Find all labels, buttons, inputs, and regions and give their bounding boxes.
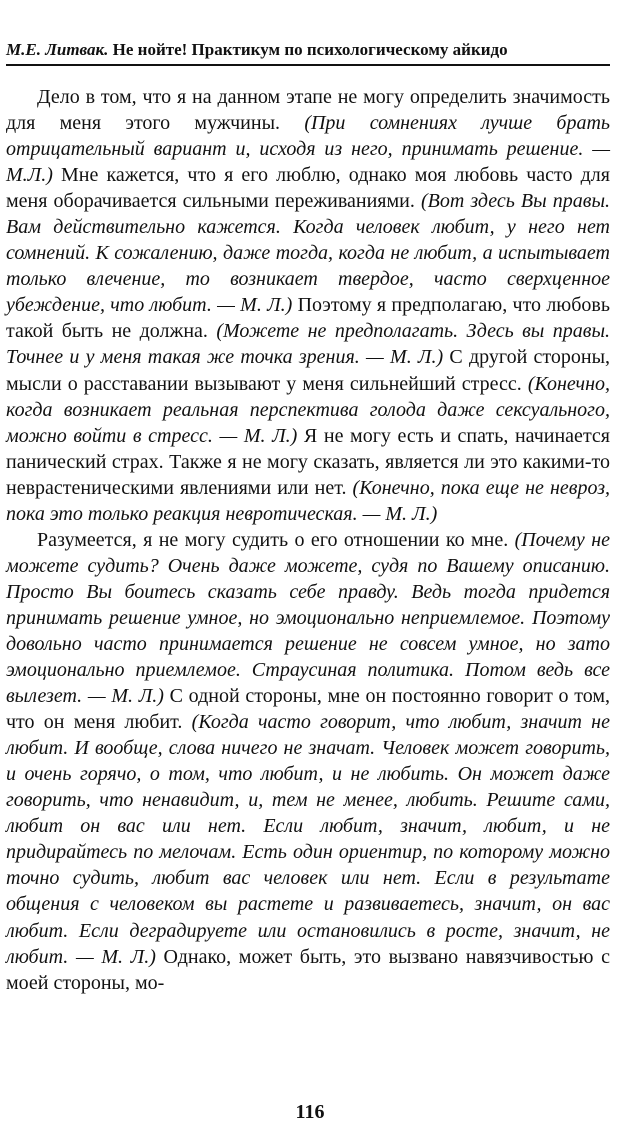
author-text: Поэтому я предполагаю, что любовь такой быть не должна. [6,294,610,343]
author-text: Дело в том, что я на данном этапе не могу определить значимость для меня этого мужчины. [6,86,610,135]
editor-comment: (Конечно, когда возникает реальная перспектива голода даже сексуального, можно войти в стресс. — М. Л.) [6,372,610,447]
author-text: Мне кажется, что я его люблю, однако моя любовь часто для меня оборачивается сильными переживаниями. [6,164,610,213]
header-title: Не нойте! Практикум по психологическому айкидо [112,40,508,59]
body-text [6,84,610,996]
author-text: С одной стороны, мне он постоянно говорит о том, что он меня любит. [6,685,611,734]
editor-comment: (При сомнениях лучше брать отрицательный вариант и, исходя из него, принимать решение. — М.Л.) [6,112,610,187]
running-head [6,40,610,66]
page-number: 116 [295,1101,325,1123]
editor-comment: (Вот здесь Вы правы. Вам действительно кажется. Когда человек любит, у него нет сомнений. К сожалению, даже тогда, когда не любит, а испытывает только влечение, то возникает твердое, часто сверхценное убеждение, что любит. — М. Л.) [6,190,610,317]
author-text: Однако, может быть, это вызвано навязчивостью с моей стороны, мо- [6,945,611,994]
author-text: С другой стороны, мысли о расставании вызывают у меня сильнейший стресс. [6,346,611,395]
author-text: Я не могу есть и спать, начинается панический страх. Также я не могу сказать, является ли это какими-то неврастеническими явлениями или нет. [6,424,610,499]
editor-comment: (Почему не можете судить? Очень даже можете, судя по Вашему описанию. Просто Вы боитесь сказать себе правду. Ведь тогда придется принимать решение умное, но эмоционально неприемлемое. Поэтому довольно часто принимается решение не совсем умное, но зато эмоционально приемлемое. Страусиная политика. Потом ведь все вылезет. — М. Л.) [6,528,610,708]
header-author: М.Е. Литвак. [6,40,109,59]
editor-comment: (Когда часто говорит, что любит, значит не любит. И вообще, слова ничего не значат. Человек может говорить, и очень горячо, о том, что любит, и не любить. Он может даже говорить, что ненавидит, и, тем не менее, любить. Решите сами, любит он вас или нет. Если любит, значит, любит, и не придирайтесь по мелочам. Есть один ориентир, по которому можно точно судить, любит вас человек или нет. Если в результате общения с человеком вы растете и развиваетесь, значит, он вас любит. Если деградируете или остановились в росте, значит, не любит. — М. Л.) [6,711,610,968]
editor-comment: (Конечно, пока еще не невроз, пока это только реакция невротическая. — М. Л.) [6,476,610,525]
author-text: Разумеется, я не могу судить о его отношении ко мне. [37,528,515,551]
paragraph-2 [6,527,610,996]
paragraph-1 [6,84,610,527]
editor-comment: (Можете не предполагать. Здесь вы правы. Точнее и у меня такая же точка зрения. — М. Л.) [6,320,610,369]
